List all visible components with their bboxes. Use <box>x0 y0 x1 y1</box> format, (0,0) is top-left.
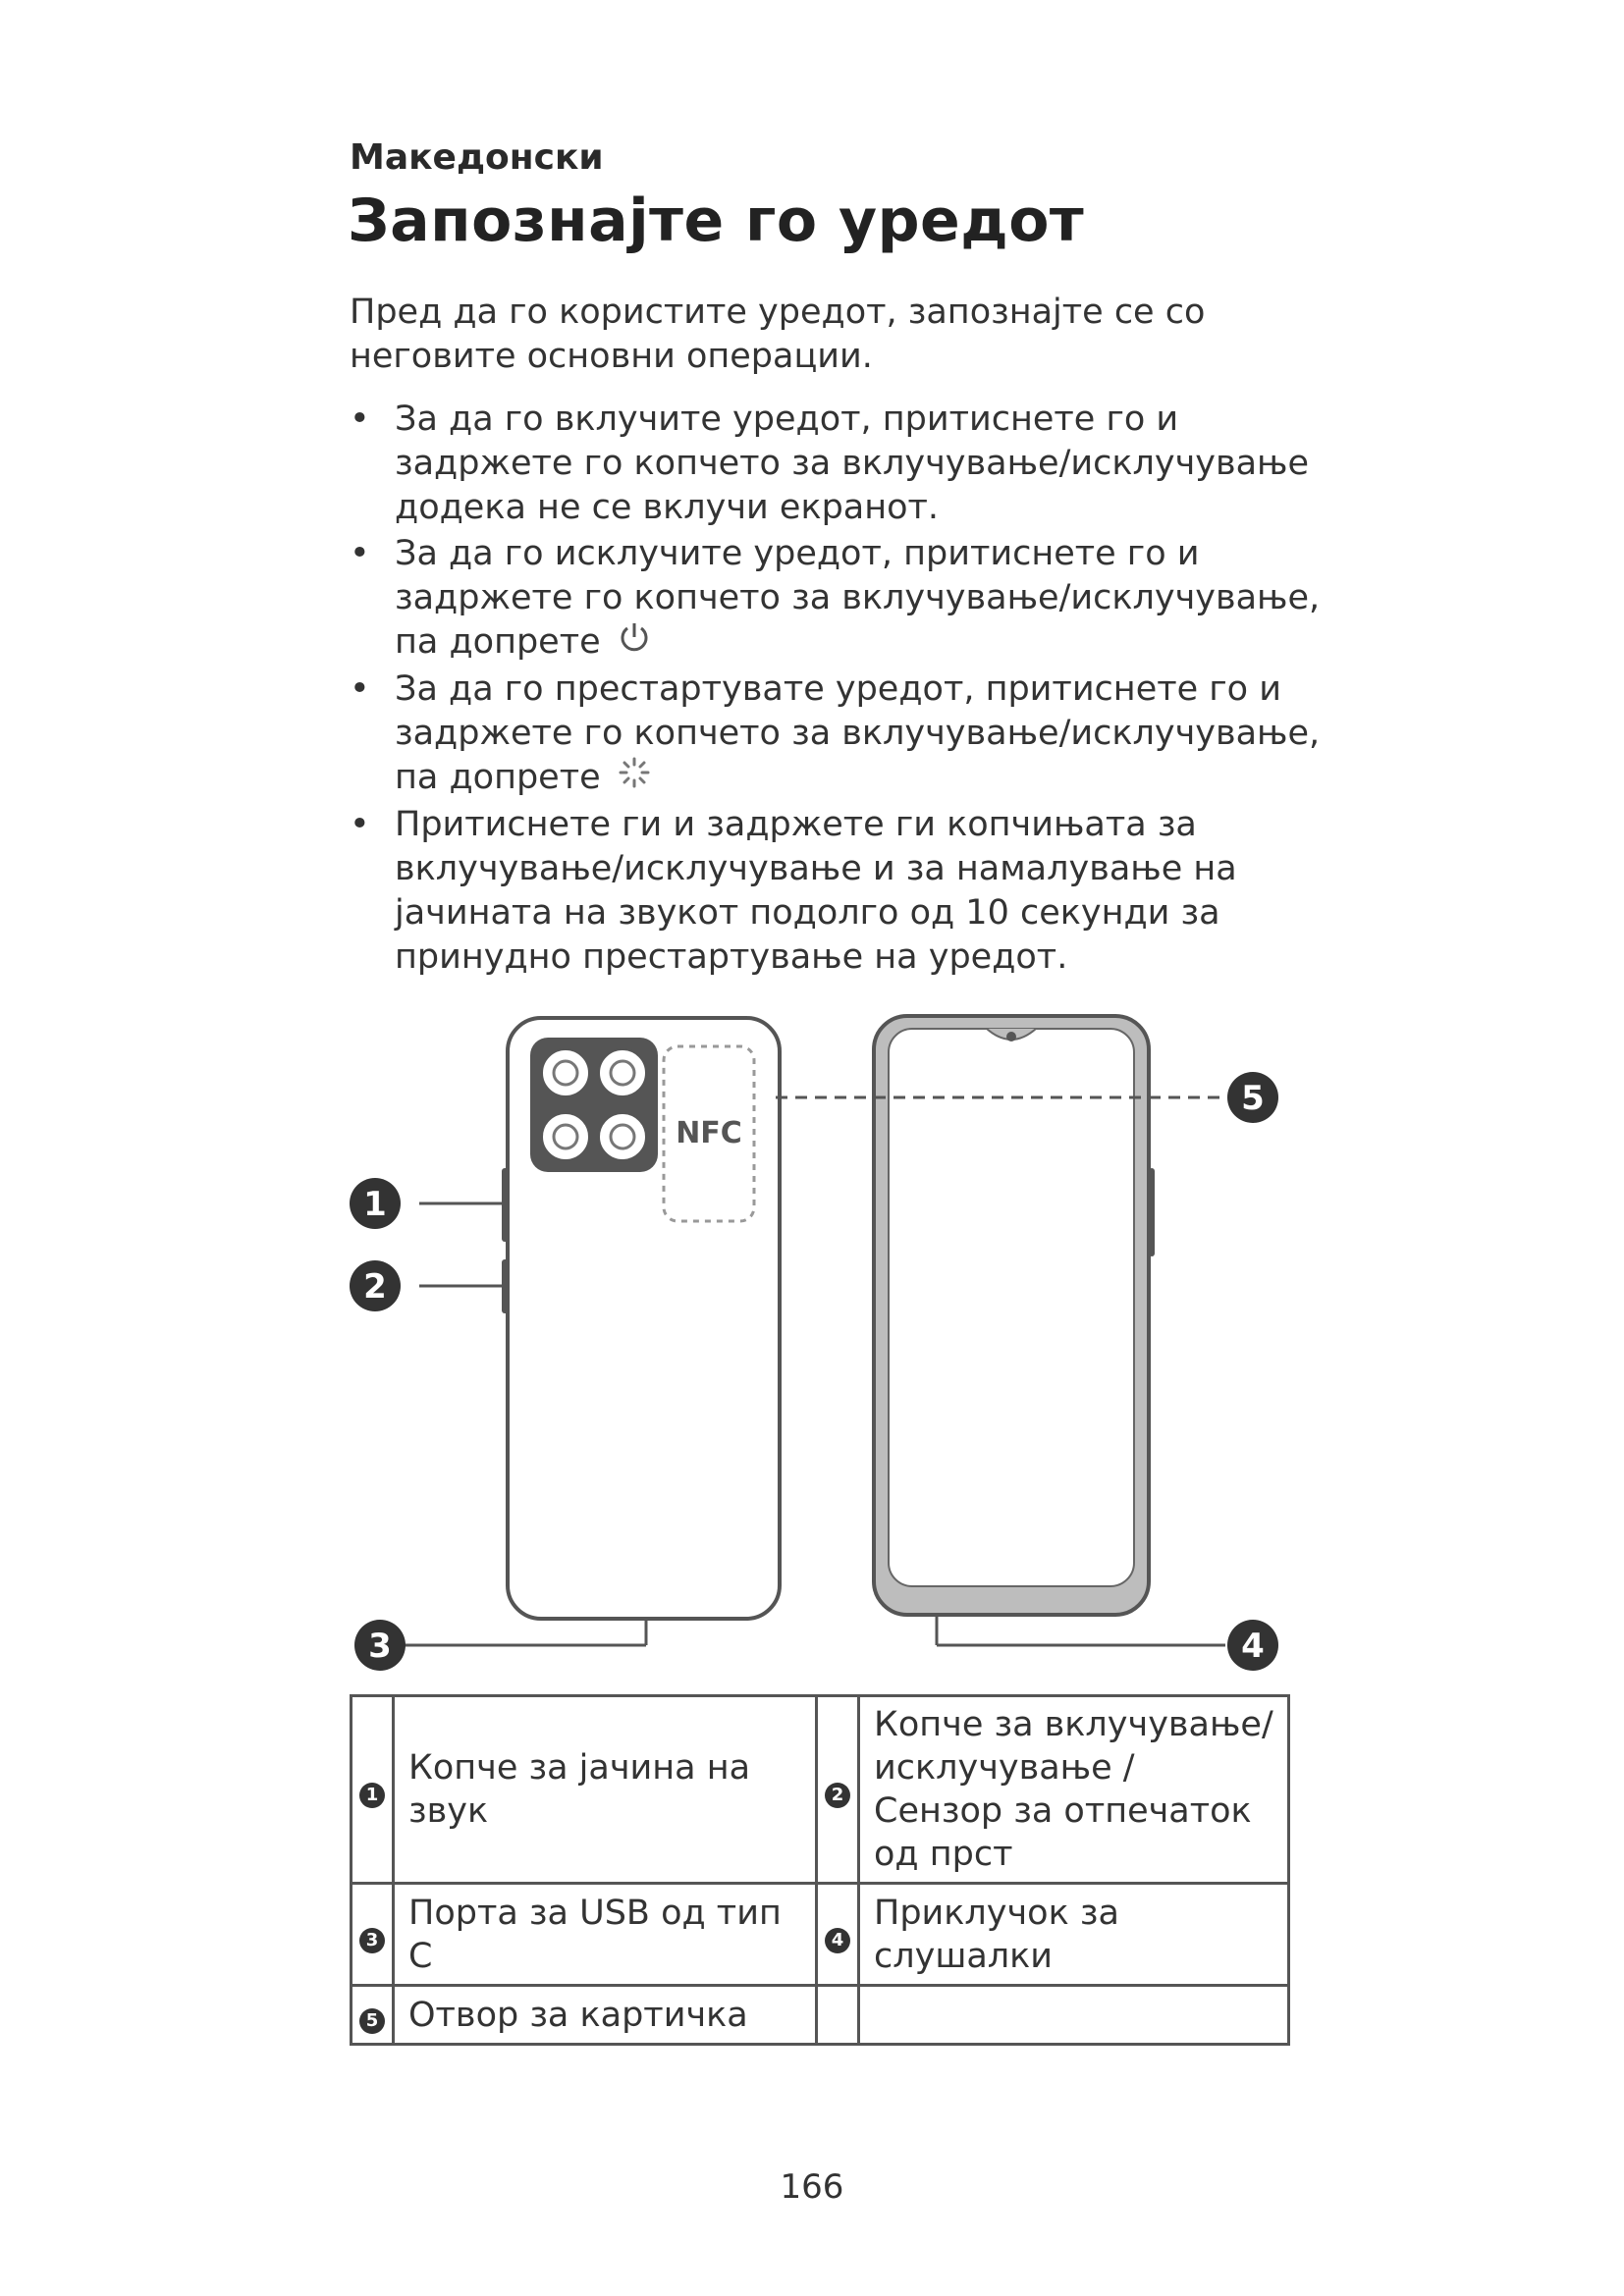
legend-label: Копче за вклучување/ исклучување / Сензор за отпечаток од прст <box>859 1696 1289 1884</box>
svg-text:2: 2 <box>363 1267 387 1307</box>
legend-number-cell <box>817 1696 859 1884</box>
page-title: Запознајте го уредот <box>348 187 1085 255</box>
list-item-text: • За да го вклучите уредот, притиснете го и задржете го копчето за вклучување/исклучување додека не се вклучи екранот. <box>395 400 1310 527</box>
svg-text:1: 1 <box>363 1185 387 1224</box>
nfc-label: NFC <box>676 1116 742 1150</box>
table-row <box>352 1696 1289 1884</box>
intro-paragraph: Пред да го користите уредот, запознајте се со неговите основни операции. <box>350 293 1206 376</box>
callout-1 <box>350 1178 401 1229</box>
svg-text:3: 3 <box>368 1627 392 1666</box>
camera-module <box>530 1038 658 1172</box>
callout-4 <box>1227 1620 1278 1671</box>
legend-label: Порта за USB од тип C <box>394 1884 817 1986</box>
legend-number-cell <box>352 1986 394 2045</box>
list-item-text: За да го престартувате уредот, притиснете го и задржете го копчето за вклучување/исклучување, па допрете <box>395 669 1321 797</box>
legend-badge: 4 <box>825 1928 850 1953</box>
callout-5 <box>1227 1072 1278 1123</box>
legend-number-cell <box>817 1884 859 1986</box>
list-item-text: За да го исклучите уредот, притиснете го и задржете го копчето за вклучување/исклучување, па допрете <box>395 534 1321 662</box>
legend-label: Копче за јачина на звук <box>394 1696 817 1884</box>
callout-2 <box>350 1260 401 1311</box>
legend-badge: 2 <box>825 1783 850 1808</box>
legend-number-cell <box>352 1884 394 1986</box>
legend-number-cell-empty <box>817 1986 859 2045</box>
svg-text:4: 4 <box>1241 1627 1265 1666</box>
phone-back <box>502 1018 780 1645</box>
list-item-text: • Притиснете ги и задржете ги копчињата за вклучување/исклучување и за намалување на јачината на звукот подолго од 10 секунди за принудно престартување на уредот. <box>395 805 1237 977</box>
legend-label-empty <box>859 1986 1289 2045</box>
legend-badge: 1 <box>359 1783 385 1808</box>
callout-3 <box>354 1620 406 1671</box>
legend-badge: 5 <box>359 2008 385 2034</box>
page-number: 166 <box>780 2167 844 2207</box>
legend-label: Отвор за картичка <box>394 1986 817 2045</box>
legend-label: Приклучок за слушалки <box>859 1884 1289 1986</box>
language-label: Македонски <box>350 137 604 178</box>
svg-text:5: 5 <box>1241 1079 1265 1118</box>
legend-number-cell <box>352 1696 394 1884</box>
parts-legend-table <box>350 1694 1290 2046</box>
table-row <box>352 1986 1289 2045</box>
legend-badge: 3 <box>359 1928 385 1953</box>
table-row <box>352 1884 1289 1986</box>
phone-front <box>874 1016 1155 1645</box>
